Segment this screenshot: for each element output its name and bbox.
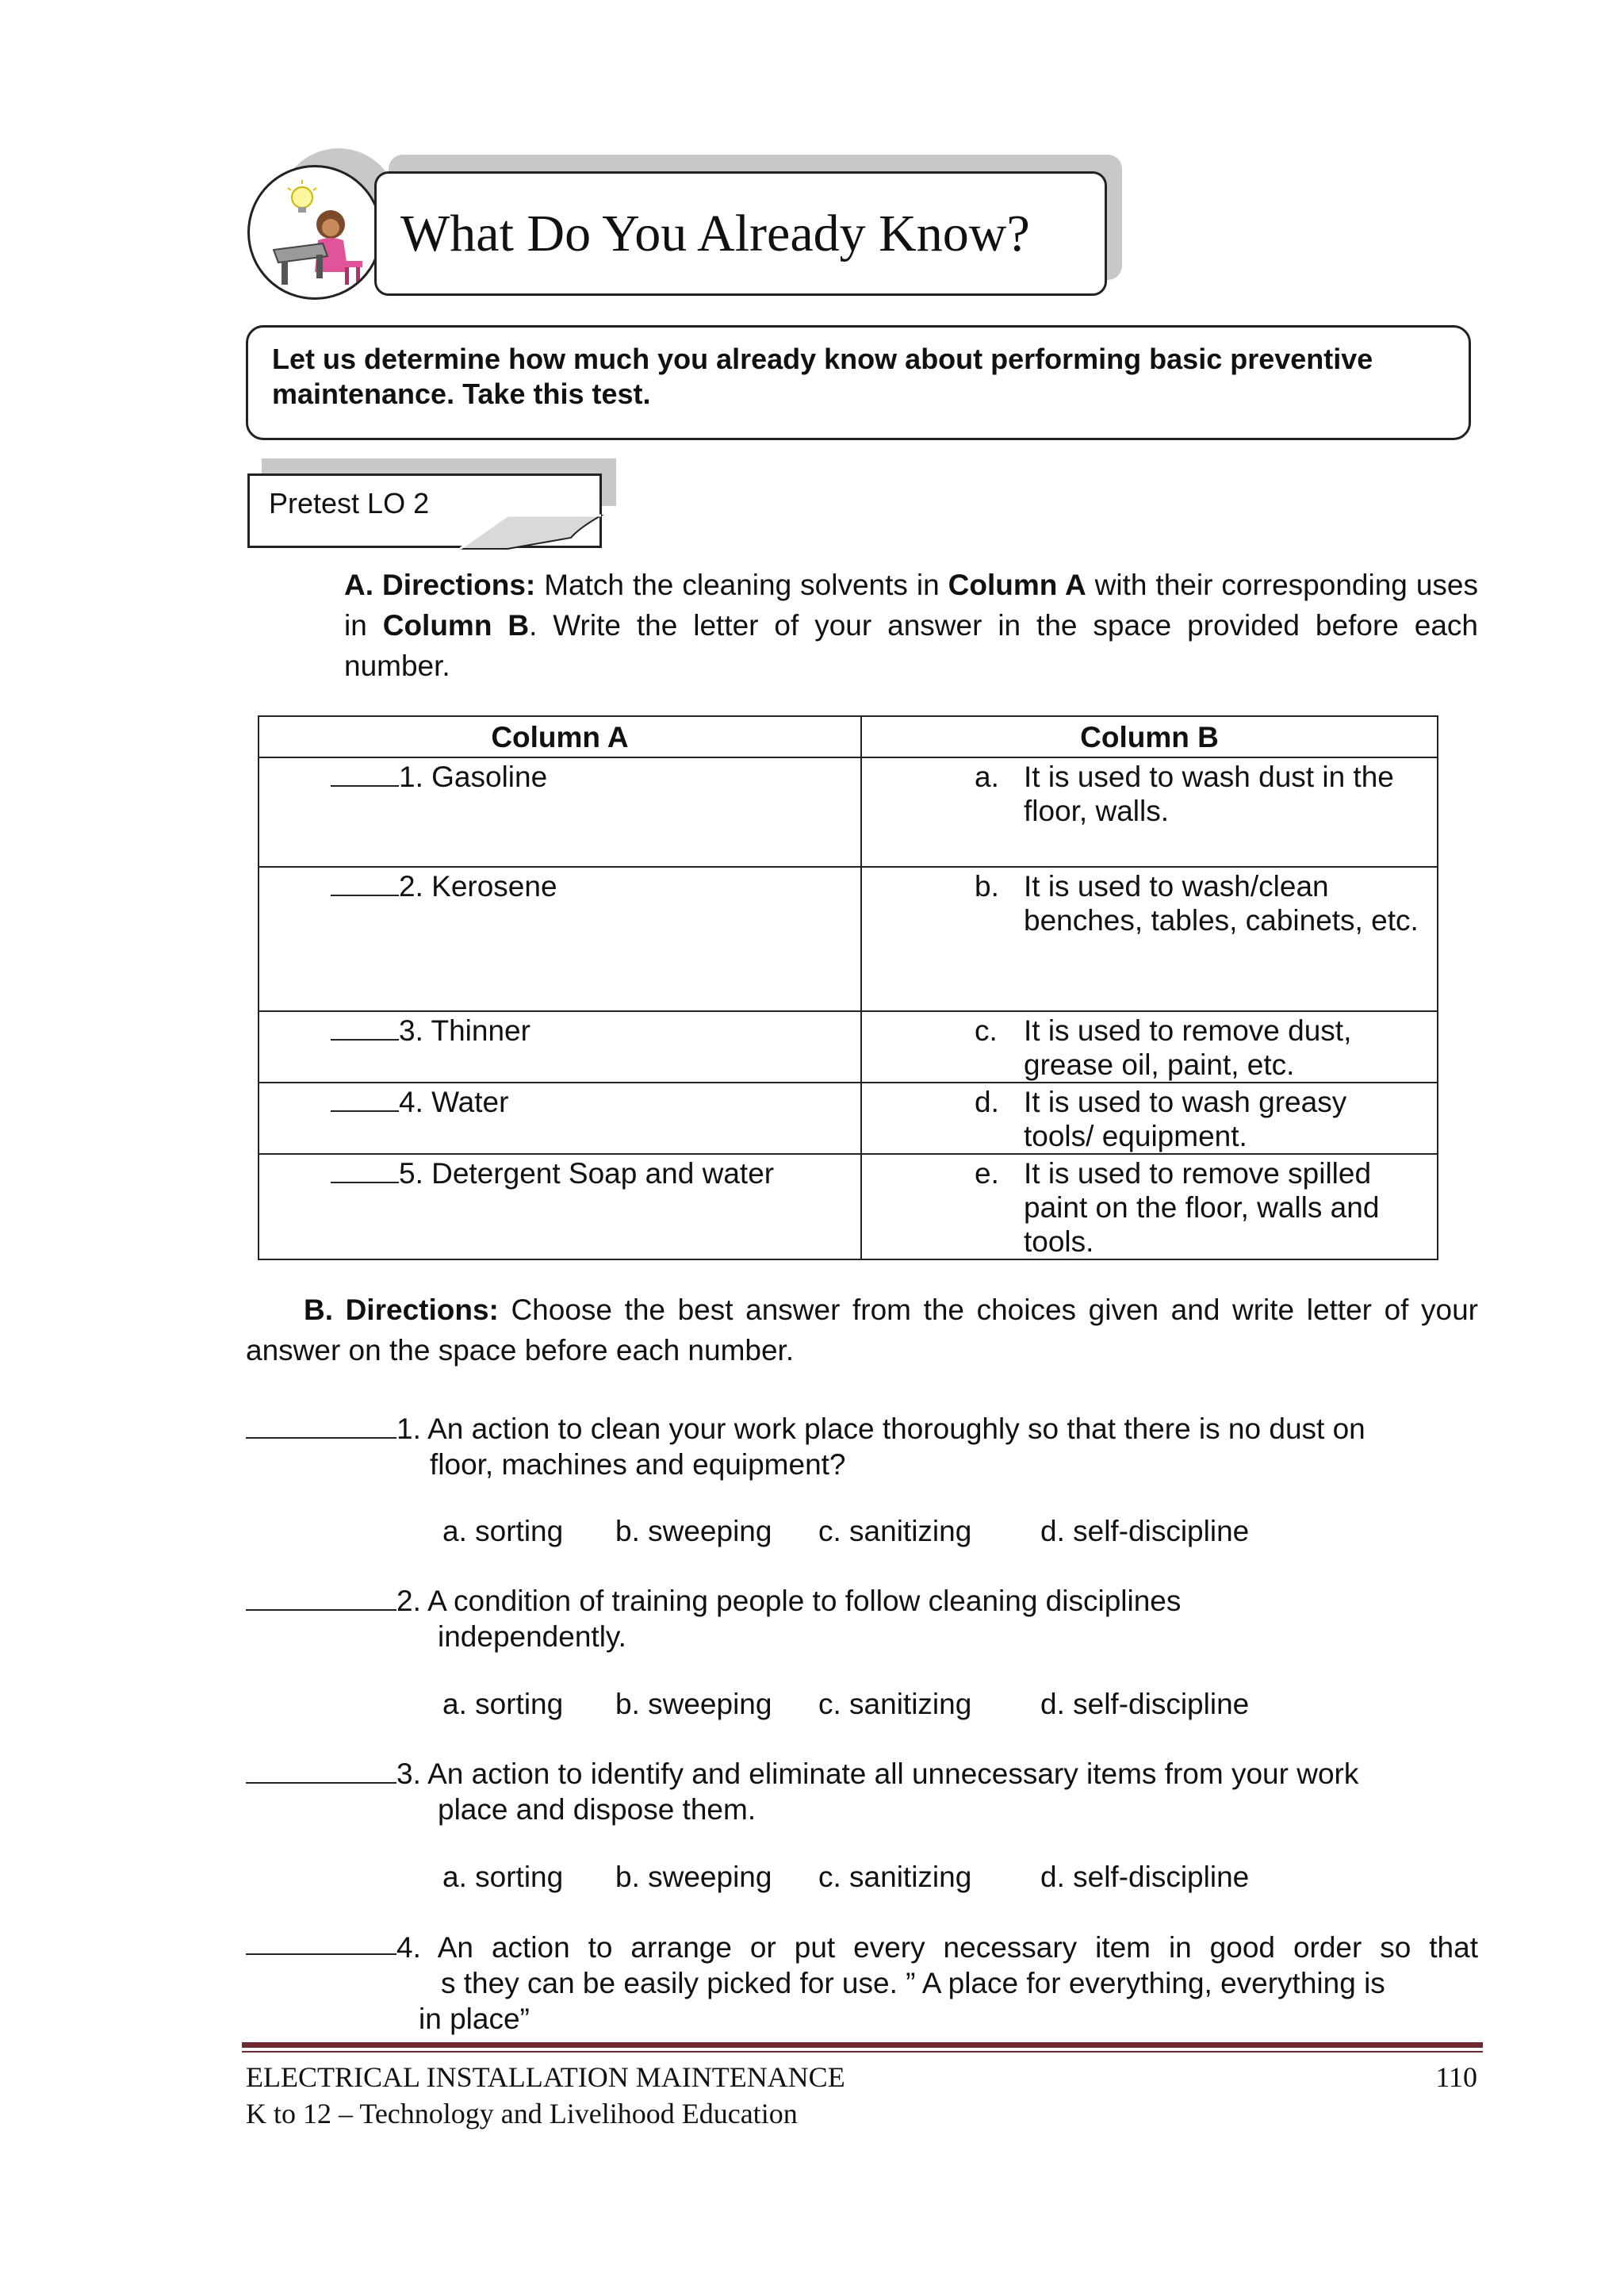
question-2 [246, 1583, 1478, 1654]
answer-blank[interactable] [331, 1014, 399, 1041]
choice-b: b. sweeping [615, 1515, 772, 1547]
answer-blank[interactable] [331, 1156, 399, 1183]
footer-program: K to 12 – Technology and Livelihood Education [246, 2098, 798, 2129]
answer-blank[interactable] [331, 869, 399, 896]
question-text: 3. An action to identify and eliminate all unnecessary items from your work [396, 1757, 1359, 1790]
part-b-label: B. Directions: [304, 1294, 499, 1326]
choice-b: b. sweeping [615, 1688, 772, 1720]
question-text: 4. An action to arrange or put every necessary item in good order so that [396, 1931, 1478, 1964]
column-b-item [861, 1154, 1438, 1259]
choice-letter: b. [975, 870, 999, 903]
part-a-bold-1: Column A [948, 569, 1086, 601]
page-number: 110 [1435, 2061, 1477, 2093]
question-text-continued: independently. [438, 1620, 626, 1653]
part-a-text-3: . Write the letter of your answer in the space provided before each number. [344, 609, 1479, 682]
column-a-item [259, 757, 861, 867]
item-label: 2. Kerosene [399, 870, 557, 903]
choice-a: a. sorting [442, 1688, 564, 1720]
part-a-bold-2: Column B [382, 609, 530, 642]
choice-text: It is used to remove dust, grease oil, paint, etc. [1024, 1014, 1352, 1081]
column-a-item [259, 1154, 861, 1259]
matching-table [258, 715, 1438, 1260]
column-b-item [861, 1083, 1438, 1154]
answer-blank[interactable] [246, 1930, 396, 1955]
question-text-continued: floor, machines and equipment? [430, 1448, 846, 1481]
column-b-item [861, 757, 1438, 867]
choice-text: It is used to wash dust in the floor, walls. [1024, 761, 1394, 827]
answer-blank[interactable] [246, 1758, 396, 1784]
question-3 [246, 1756, 1478, 1827]
student-at-desk-icon [250, 167, 380, 297]
part-a-label: A. Directions: [344, 569, 536, 601]
column-b-header: Column B [861, 716, 1438, 757]
choice-c: c. sanitizing [818, 1688, 972, 1720]
item-label: 4. Water [399, 1086, 509, 1118]
pretest-label: Pretest LO 2 [269, 487, 430, 519]
table-row [259, 1083, 1438, 1154]
question-text-continued: s they can be easily picked for use. ” A place for everything, everything is [441, 1967, 1385, 1999]
footer-rule [242, 2042, 1483, 2048]
answer-blank[interactable] [331, 1085, 399, 1112]
table-row [259, 1154, 1438, 1259]
column-a-header: Column A [259, 716, 861, 757]
choice-text: It is used to wash greasy tools/ equipment. [1024, 1086, 1347, 1152]
item-label: 1. Gasoline [399, 761, 548, 793]
column-a-item [259, 1011, 861, 1083]
part-b-directions [246, 1290, 1478, 1370]
choice-letter: a. [975, 761, 999, 793]
table-header-row [259, 716, 1438, 757]
question-1 [246, 1411, 1478, 1482]
choice-letter: d. [975, 1086, 999, 1118]
choice-text: It is used to wash/clean benches, tables, cabinets, etc. [1024, 870, 1419, 937]
footer-course: ELECTRICAL INSTALLATION MAINTENANCE [246, 2061, 845, 2093]
answer-blank[interactable] [331, 760, 399, 787]
column-b-item [861, 867, 1438, 1011]
intro-callout [246, 325, 1471, 440]
choice-d: d. self-discipline [1040, 1688, 1250, 1720]
column-a-item [259, 867, 861, 1011]
column-a-item [259, 1083, 861, 1154]
table-row [259, 1011, 1438, 1083]
choice-d: d. self-discipline [1040, 1861, 1250, 1893]
answer-blank[interactable] [246, 1413, 396, 1439]
choice-d: d. self-discipline [1040, 1515, 1250, 1547]
header-illustration [247, 165, 382, 300]
choice-b: b. sweeping [615, 1861, 772, 1893]
choice-c: c. sanitizing [818, 1515, 972, 1547]
intro-text: Let us determine how much you already know about performing basic preventive maintenance. Take this test. [272, 343, 1373, 410]
footer-rule-thin [242, 2051, 1483, 2053]
question-text: 2. A condition of training people to follow cleaning disciplines [396, 1585, 1182, 1617]
choice-a: a. sorting [442, 1515, 564, 1547]
choice-c: c. sanitizing [818, 1861, 972, 1893]
choice-letter: c. [975, 1014, 998, 1047]
part-a-directions [344, 565, 1478, 686]
item-label: 5. Detergent Soap and water [399, 1157, 775, 1190]
part-a-text-1: Match the cleaning solvents in [535, 569, 948, 601]
item-label: 3. Thinner [399, 1014, 530, 1047]
choice-letter: e. [975, 1157, 999, 1190]
answer-blank[interactable] [246, 1585, 396, 1611]
choice-text: It is used to remove spilled paint on the floor, walls and tools. [1024, 1157, 1380, 1258]
page-title: What Do You Already Know? [400, 204, 1030, 263]
choice-a: a. sorting [442, 1861, 564, 1893]
column-b-item [861, 1011, 1438, 1083]
question-text-continued: place and dispose them. [438, 1793, 756, 1826]
page-curl-icon [460, 514, 604, 550]
table-row [259, 867, 1438, 1011]
title-banner [374, 171, 1107, 296]
question-text-continued: in place” [419, 2003, 530, 2035]
question-text: 1. An action to clean your work place thoroughly so that there is no dust on [396, 1412, 1365, 1445]
table-row [259, 757, 1438, 867]
part-a-text-2: with their corresponding uses in [344, 569, 1478, 642]
question-4 [246, 1930, 1478, 2037]
part-b-text: Choose the best answer from the choices given and write letter of your answer on the space before each number. [246, 1294, 1478, 1366]
